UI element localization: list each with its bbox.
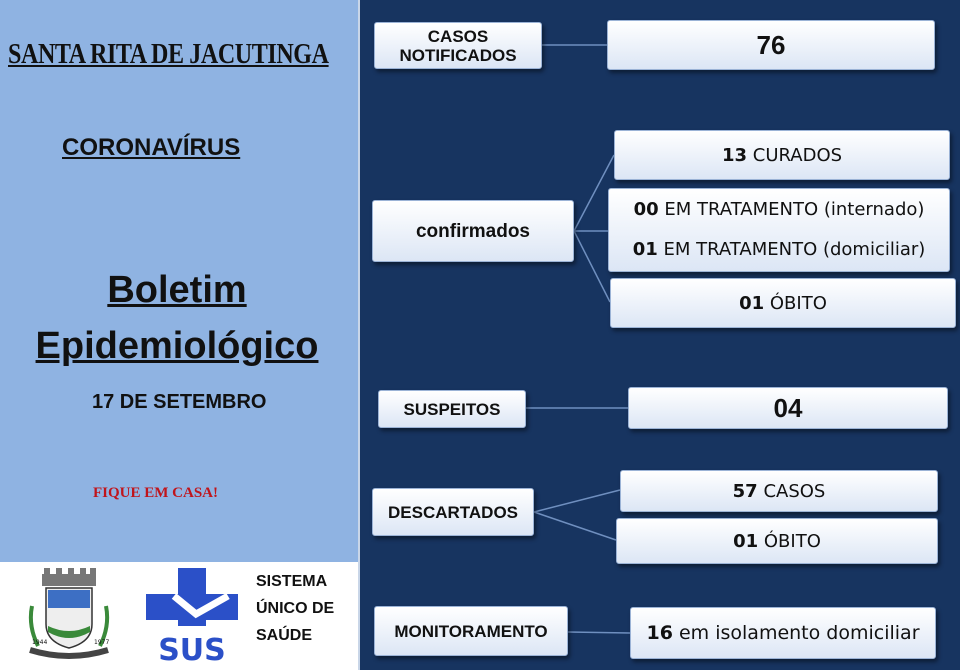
descartados-casos-box [620, 470, 938, 512]
left-panel [0, 0, 358, 562]
sus-logo-text: SUS [158, 633, 226, 664]
subject-heading: CORONAVÍRUS [62, 134, 241, 161]
confirmados-obito-num: 01 [739, 292, 765, 314]
confirmados-obito-text: ÓBITO [769, 292, 827, 314]
suspeitos-label: SUSPEITOS [378, 390, 526, 428]
internado-num: 00 [633, 199, 659, 220]
confirmados-obito-box [610, 278, 956, 328]
stay-home-slogan: FIQUE EM CASA! [93, 485, 219, 501]
domiciliar-num: 01 [632, 239, 658, 260]
confirmados-label: confirmados [372, 200, 574, 262]
sus-caption-line3: SAÚDE [256, 627, 313, 644]
bulletin-title-line2: Epidemiológico [35, 325, 319, 367]
descartados-obito-text: ÓBITO [763, 530, 821, 552]
bulletin-date: 17 DE SETEMBRO [92, 391, 267, 413]
monitoramento-box [630, 607, 936, 659]
descartados-casos-text: CASOS [763, 480, 826, 502]
curados-num: 13 [721, 144, 748, 166]
descartados-casos-num: 57 [732, 480, 758, 502]
city-title: SANTA RITA DE JACUTINGA [8, 38, 329, 70]
crest-year-left: 1944 [32, 639, 48, 646]
sus-caption-line1: SISTEMA [256, 573, 328, 590]
casos-notificados-value: 76 [607, 20, 935, 70]
right-panel [360, 0, 960, 670]
monitoramento-num: 16 [646, 622, 673, 644]
tratamento-box [608, 188, 950, 272]
monitoramento-text: em isolamento domiciliar [678, 622, 920, 644]
connector-lines [360, 0, 960, 670]
bulletin-title [0, 262, 354, 374]
curados-text: CURADOS [752, 144, 843, 166]
municipal-crest-icon [24, 566, 114, 664]
monitoramento-label: MONITORAMENTO [374, 606, 568, 656]
domiciliar-text: EM TRATAMENTO (domiciliar) [663, 239, 926, 260]
sus-caption-line2: ÚNICO DE [256, 600, 335, 617]
descartados-obito-num: 01 [733, 530, 759, 552]
casos-label-line1: CASOS [427, 26, 489, 46]
curados-box [614, 130, 950, 180]
suspeitos-value: 04 [628, 387, 948, 429]
internado-text: EM TRATAMENTO (internado) [664, 199, 925, 220]
sus-cross-icon [144, 566, 240, 664]
casos-notificados-label [374, 22, 542, 69]
bulletin-title-line1: Boletim [107, 269, 247, 311]
casos-label-line2: NOTIFICADOS [399, 45, 517, 65]
sus-caption [256, 568, 334, 649]
descartados-label: DESCARTADOS [372, 488, 534, 536]
descartados-obito-box [616, 518, 938, 564]
crest-year-right: 1977 [94, 639, 110, 646]
